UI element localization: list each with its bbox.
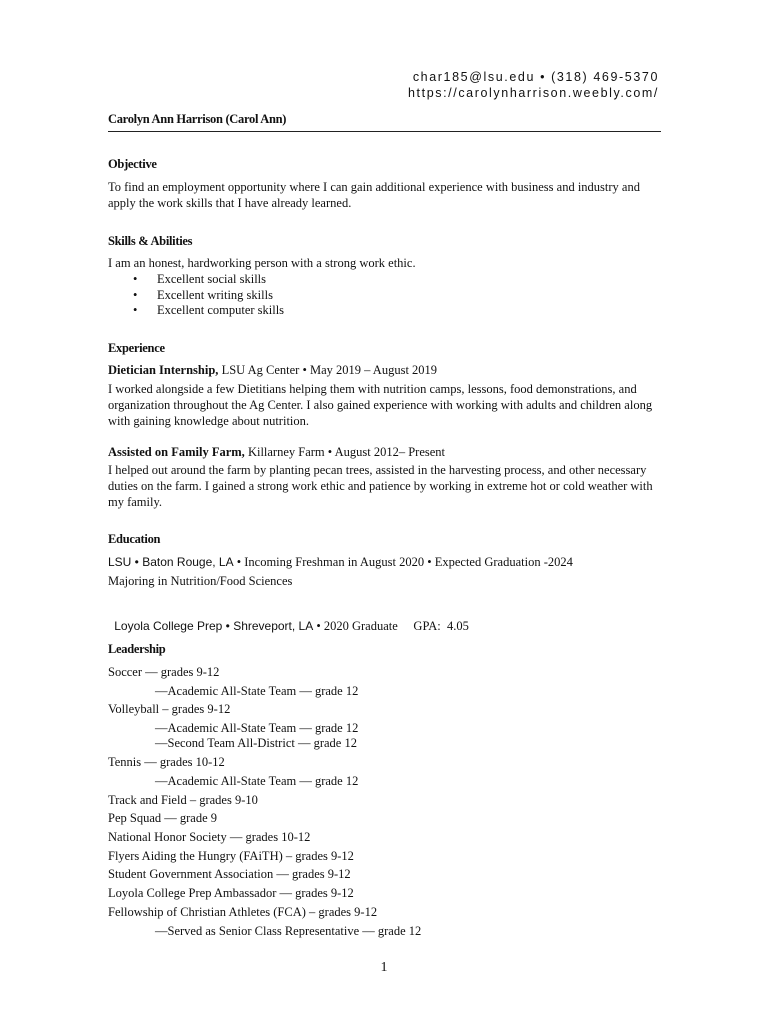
education-major: Majoring in Nutrition/Food Sciences bbox=[108, 574, 293, 588]
objective-line: apply the work skills that I have already learned. bbox=[108, 196, 352, 210]
skills-list-item bbox=[133, 287, 273, 303]
objective-text bbox=[108, 179, 664, 211]
contact-website: https://carolynharrison.weebly.com/ bbox=[408, 86, 659, 100]
skills-intro: I am an honest, hardworking person with a strong work ethic. bbox=[108, 256, 416, 270]
objective-line: To find an employment opportunity where I can gain additional experience with business and industry and bbox=[108, 180, 640, 194]
leadership-item: Soccer — grades 9-12 bbox=[108, 665, 220, 679]
skills-list-item bbox=[133, 271, 266, 287]
education-lsu bbox=[108, 554, 573, 570]
leadership-item: Tennis — grades 10-12 bbox=[108, 755, 225, 769]
leadership-item: Track and Field – grades 9-10 bbox=[108, 793, 258, 807]
leadership-subitem: —Academic All-State Team — grade 12 bbox=[155, 774, 359, 788]
job-title: Assisted on Family Farm, bbox=[108, 445, 245, 459]
contact-email-phone: char185@lsu.edu • (318) 469-5370 bbox=[412, 70, 659, 84]
leadership-item: National Honor Society — grades 10-12 bbox=[108, 830, 311, 844]
job-title: Dietician Internship, bbox=[108, 363, 219, 377]
leadership-subitem: —Academic All-State Team — grade 12 bbox=[155, 684, 359, 698]
school-details: • Incoming Freshman in August 2020 • Expected Graduation -2024 bbox=[233, 555, 573, 569]
job-desc-line: I helped out around the farm by planting pecan trees, assisted in the harvesting process, and other necessary bbox=[108, 463, 647, 477]
school-name: Loyola College Prep • Shreveport, LA bbox=[114, 619, 314, 633]
leadership-item: Volleyball – grades 9-12 bbox=[108, 702, 231, 716]
job-desc-line: organization throughout the Ag Center. I also gained experience with working with adults and children along bbox=[108, 398, 653, 412]
job-header bbox=[108, 444, 445, 460]
skills-list-item bbox=[133, 302, 284, 318]
candidate-name: Carolyn Ann Harrison (Carol Ann) bbox=[108, 112, 287, 126]
job-desc-line: duties on the farm. I gained a strong work ethic and patience by working in extreme hot or cold weather with bbox=[108, 479, 653, 493]
school-name: LSU • Baton Rouge, LA bbox=[108, 555, 234, 569]
page-number: 1 bbox=[380, 960, 388, 975]
leadership-item: Fellowship of Christian Athletes (FCA) – grades 9-12 bbox=[108, 905, 378, 919]
header-divider bbox=[108, 131, 661, 132]
job-description bbox=[108, 381, 664, 429]
job-desc-line: my family. bbox=[108, 495, 163, 509]
leadership-item: Student Government Association — grades 9-12 bbox=[108, 867, 351, 881]
skill-text: Excellent writing skills bbox=[157, 288, 273, 302]
bullet: • bbox=[133, 303, 138, 317]
job-org: LSU Ag Center • May 2019 – August 2019 bbox=[218, 363, 438, 377]
objective-heading: Objective bbox=[108, 157, 157, 171]
leadership-item: Loyola College Prep Ambassador — grades 9-12 bbox=[108, 886, 354, 900]
leadership-item: Pep Squad — grade 9 bbox=[108, 811, 218, 825]
job-header bbox=[108, 362, 437, 378]
leadership-subitem: —Second Team All-District — grade 12 bbox=[155, 736, 357, 750]
education-loyola bbox=[108, 602, 469, 634]
school-details: • 2020 Graduate GPA: 4.05 bbox=[313, 619, 469, 633]
skill-text: Excellent social skills bbox=[157, 272, 267, 286]
skill-text: Excellent computer skills bbox=[157, 303, 285, 317]
skills-heading: Skills & Abilities bbox=[108, 234, 193, 248]
job-description bbox=[108, 462, 664, 510]
experience-heading: Experience bbox=[108, 341, 165, 355]
job-desc-line: I worked alongside a few Dietitians helping them with nutrition camps, lessons, food demonstrations, and bbox=[108, 382, 637, 396]
leadership-subitem: —Academic All-State Team — grade 12 bbox=[155, 721, 359, 735]
education-heading: Education bbox=[108, 532, 161, 546]
bullet: • bbox=[133, 272, 138, 286]
leadership-heading: Leadership bbox=[108, 642, 166, 656]
job-desc-line: with gaining knowledge about nutrition. bbox=[108, 414, 310, 428]
job-org: Killarney Farm • August 2012– Present bbox=[244, 445, 446, 459]
contact-info bbox=[408, 69, 659, 101]
leadership-subitem: —Served as Senior Class Representative — grade 12 bbox=[155, 924, 422, 938]
bullet: • bbox=[133, 288, 138, 302]
leadership-item: Flyers Aiding the Hungry (FAiTH) – grades 9-12 bbox=[108, 849, 354, 863]
